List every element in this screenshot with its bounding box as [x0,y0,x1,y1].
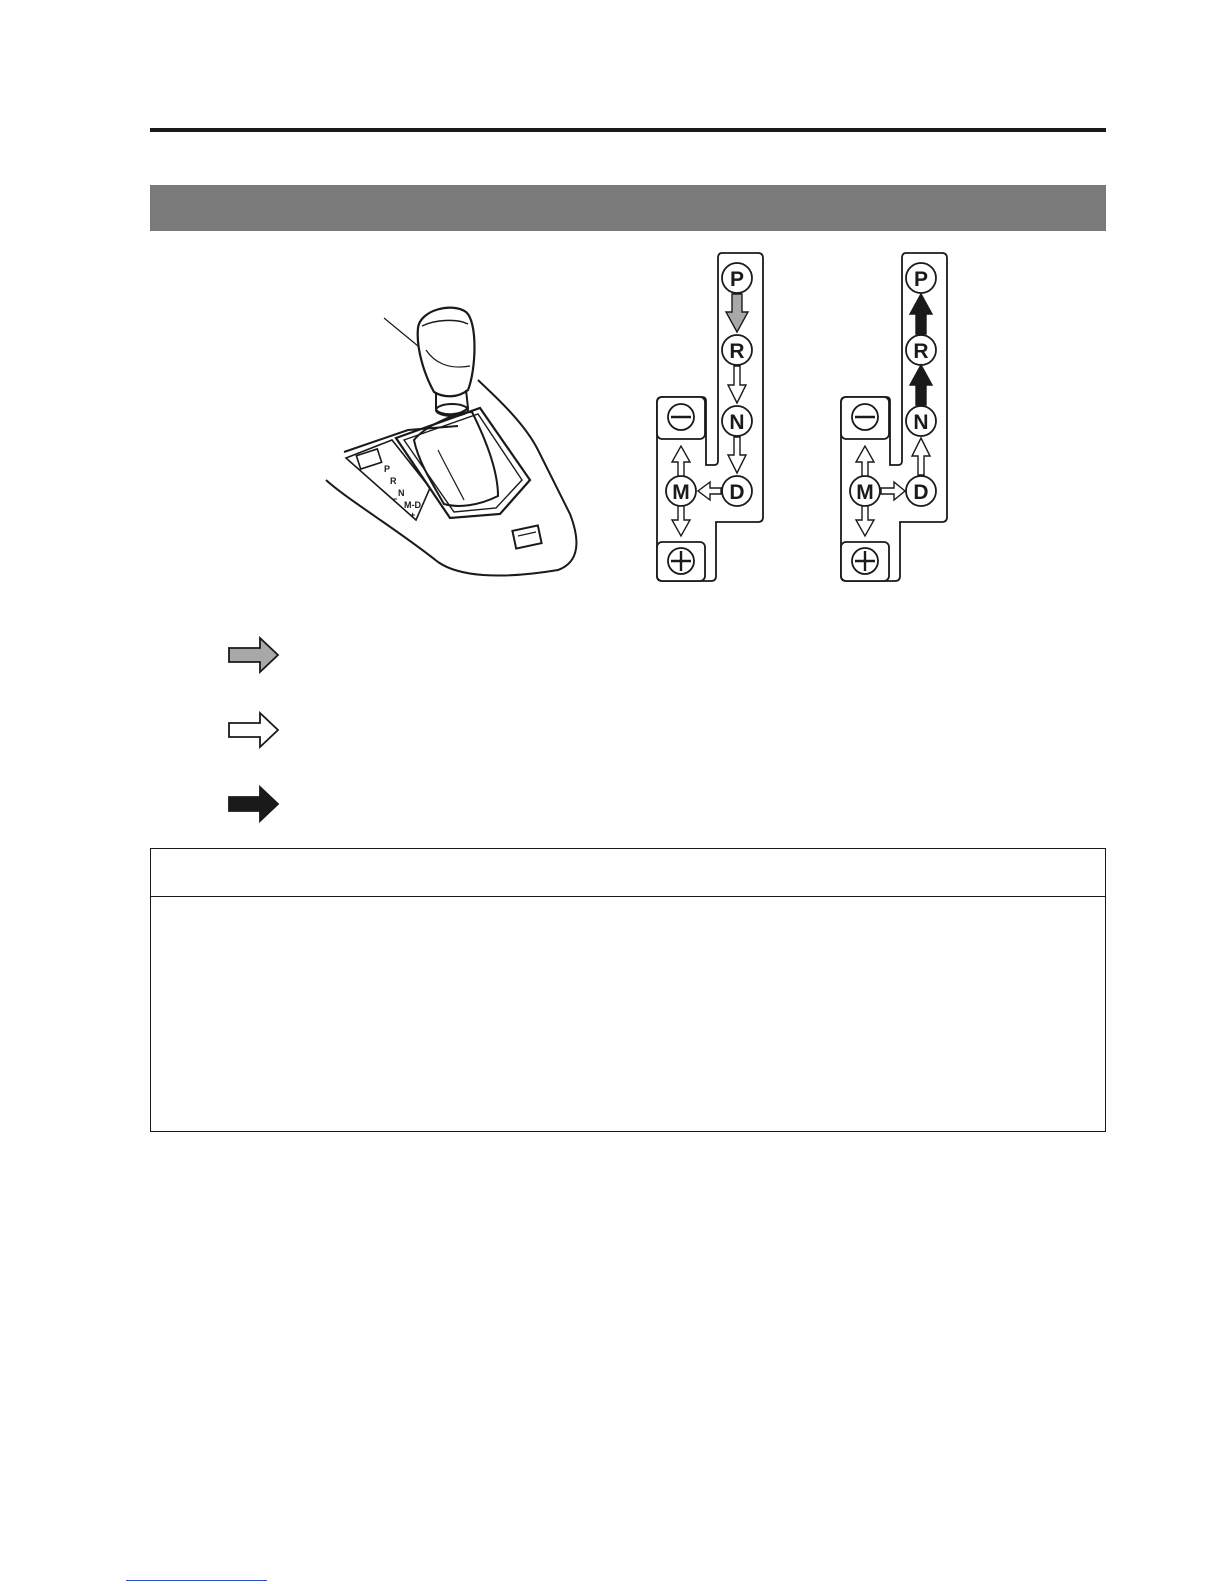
section-header-bar [150,185,1106,231]
gate2-label-r: R [913,340,929,363]
shifter-label-minus: − [392,494,398,504]
gate1-label-m: M [672,481,690,504]
shifter-label-n: N [398,488,405,498]
shifter-label-p: P [384,464,391,474]
gate-diagram-shift-to-park [832,250,952,585]
shifter-label-plus: + [410,510,416,520]
black-arrow-icon [228,785,280,823]
white-arrow-icon [228,711,280,749]
note-box [150,848,1106,1132]
note-box-divider [151,896,1105,897]
footer-link-underline[interactable] [126,1580,267,1581]
gate-diagram-shift-from-park [648,250,768,585]
gate2-label-n: N [913,411,929,434]
gate1-label-d: D [729,481,745,504]
gate2-label-d: D [913,481,929,504]
shifter-label-r: R [390,476,397,486]
gate1-label-p: P [729,268,745,291]
gate2-label-m: M [856,481,874,504]
gate2-label-p: P [913,268,929,291]
top-rule [150,128,1106,132]
shift-lever-illustration [318,300,588,582]
gate1-label-n: N [729,411,745,434]
gray-arrow-icon [228,636,280,674]
shifter-label-md: M-D [404,500,421,510]
gate1-label-r: R [729,340,745,363]
